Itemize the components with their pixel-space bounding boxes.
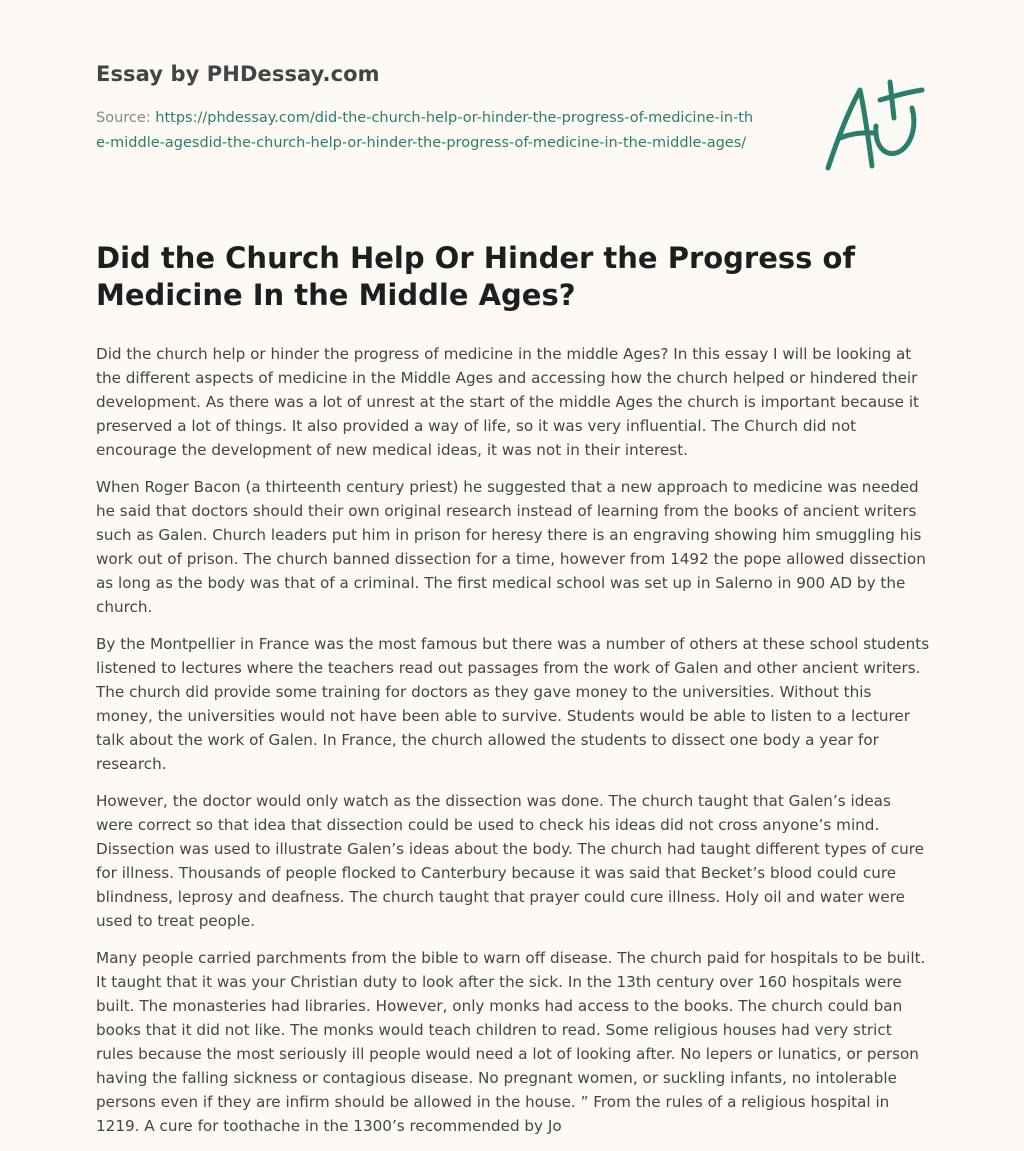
essay-paragraph: Many people carried parchments from the bible to warn off disease. The church paid for hospitals to be built. It taught that it was your Christian duty to look after the sick. In the 13th century over 160 hospitals were built. The monasteries had libraries. However, only monks had access to the books. The church could ban books that it did not like. The monks would teach children to read. Some religious houses had very strict rules because the most seriously ill people would need a lot of looking after. No lepers or lunatics, or person having the falling sickness or contagious disease. No pregnant women, or suckling infants, no intolerable persons even if they are infirm should be allowed in the house. ” From the rules of a religious hospital in 1219. A cure for toothache in the 1300’s recommended by Jo [96, 949, 926, 1135]
essay-paragraph: When Roger Bacon (a thirteenth century priest) he suggested that a new approach to medicine was needed he said that doctors should their own original research instead of learning from the books of ancient writers such as Galen. Church leaders put him in prison for heresy there is an engraving showing him smuggling his work out of prison. The church banned dissection for a time, however from 1492 the pope allowed dissection as long as the body was that of a criminal. The first medical school was set up in Salerno in 900 AD by the church. [96, 478, 926, 616]
source-line [96, 106, 756, 155]
a-plus-logo-icon [818, 78, 930, 174]
source-link[interactable]: https://phdessay.com/did-the-church-help-or-hinder-the-progress-of-medicine-in-the-middle-agesdid-the-church-help-or-hinder-the-progress-of-medicine-in-the-middle-ages/ [96, 110, 754, 151]
essay-paragraph: However, the doctor would only watch as the dissection was done. The church taught that Galen’s ideas were correct so that idea that dissection could be used to check his ideas did not cross anyone’s mind. Dissection was used to illustrate Galen’s ideas about the body. The church had taught different types of cure for illness. Thousands of people flocked to Canterbury because it was said that Becket’s blood could cure blindness, leprosy and deafness. The church taught that prayer could cure illness. Holy oil and water were used to treat people. [96, 792, 925, 930]
essay-paragraph: Did the church help or hinder the progress of medicine in the middle Ages? In this essay I will be looking at the different aspects of medicine in the Middle Ages and accessing how the church helped or hindered their development. As there was a lot of unrest at the start of the middle Ages the church is important because it preserved a lot of things. It also provided a way of life, so it was very influential. The Church did not encourage the development of new medical ideas, it was not in their interest. [96, 345, 920, 459]
source-label: Source: [96, 110, 156, 126]
essay-paragraph: By the Montpellier in France was the most famous but there was a number of others at these school students listened to lectures where the teachers read out passages from the work of Galen and other ancient writers. The church did provide some training for doctors as they gave money to the universities. Without this money, the universities would not have been able to survive. Students would be able to listen to a lecturer talk about the work of Galen. In France, the church allowed the students to dissect one body a year for research. [96, 635, 930, 773]
essay-body [96, 342, 932, 1151]
essay-title: Did the Church Help Or Hinder the Progress of Medicine In the Middle Ages? [96, 241, 856, 312]
site-title: Essay by PHDessay.com [96, 62, 380, 86]
